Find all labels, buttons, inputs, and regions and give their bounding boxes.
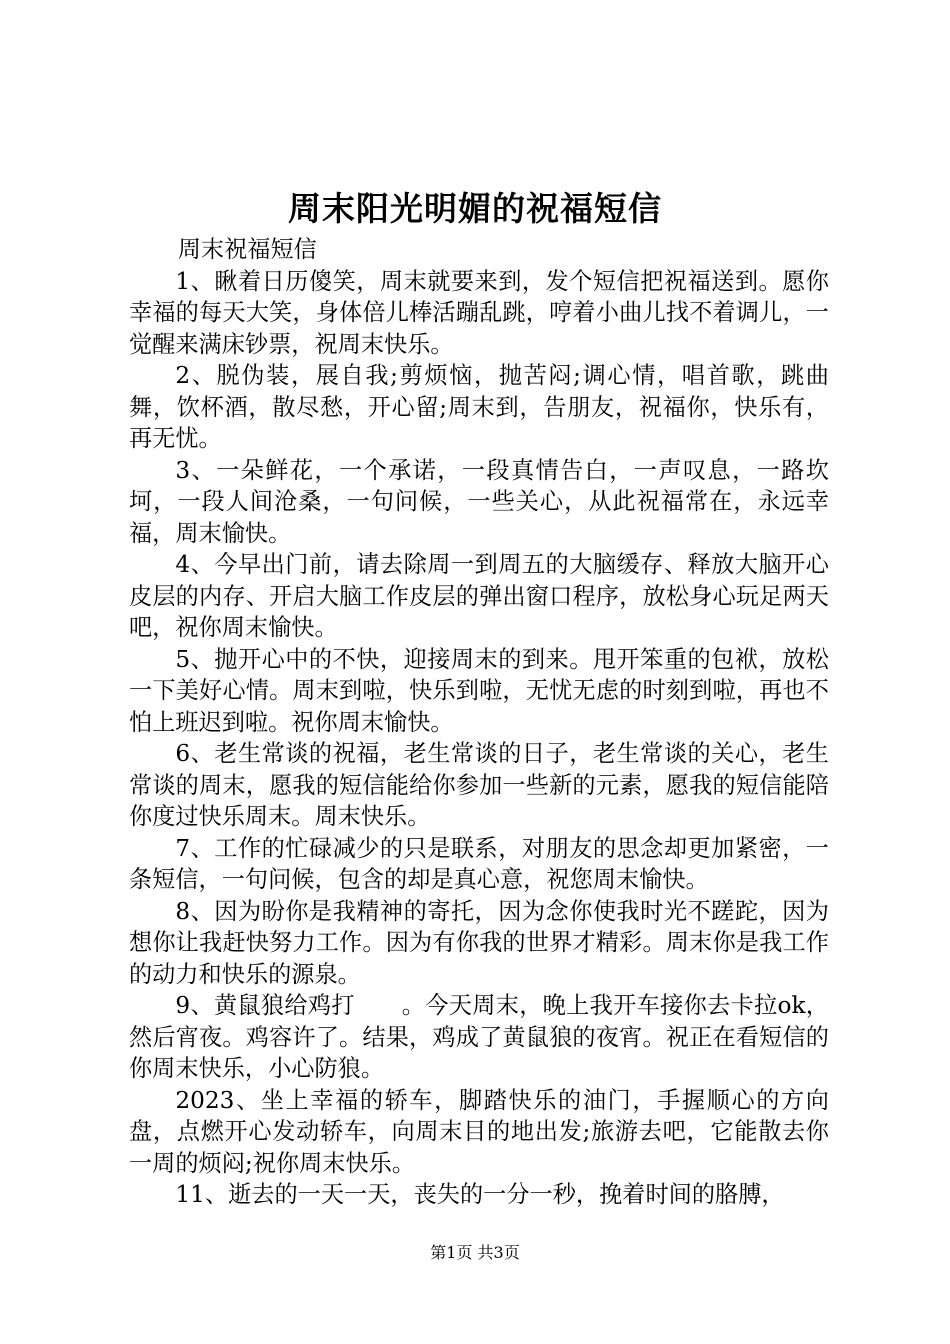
- paragraph-2: 2、脱伪装，展自我;剪烦恼，抛苦闷;调心情，唱首歌，跳曲舞，饮杯酒，散尽愁，开心留;周末到，告朋友，祝福你，快乐有，再无忧。: [129, 362, 829, 452]
- paragraph-8: 8、因为盼你是我精神的寄托，因为念你使我时光不蹉跎，因为想你让我赶快努力工作。因为有你我的世界才精彩。周末你是我工作的动力和快乐的源泉。: [129, 897, 829, 988]
- paragraph-1: 1、瞅着日历傻笑，周末就要来到，发个短信把祝福送到。愿你幸福的每天大笑，身体倍儿棒活蹦乱跳，哼着小曲儿找不着调儿，一觉醒来满床钞票，祝周末快乐。: [129, 267, 829, 358]
- document-title: 周末阳光明媚的祝福短信: [288, 189, 662, 228]
- document-subtitle: 周末祝福短信: [177, 236, 317, 263]
- paragraph-3: 3、一朵鲜花，一个承诺，一段真情告白，一声叹息，一路坎坷，一段人间沧桑，一句问候，一些关心，从此祝福常在，永远幸福，周末愉快。: [129, 456, 829, 547]
- page-footer: 第1页 共3页: [430, 1243, 520, 1262]
- paragraph-5: 5、抛开心中的不快，迎接周末的到来。甩开笨重的包袱，放松一下美好心情。周末到啦，快乐到啦，无忧无虑的时刻到啦，再也不怕上班迟到啦。祝你周末愉快。: [129, 645, 829, 736]
- paragraph-11: 11、逝去的一天一天，丧失的一分一秒，挽着时间的胳膊，: [175, 1181, 785, 1208]
- paragraph-4: 4、今早出门前，请去除周一到周五的大脑缓存、释放大脑开心皮层的内存、开启大脑工作皮层的弹出窗口程序，放松身心玩足两天吧，祝你周末愉快。: [129, 551, 829, 641]
- paragraph-10: 2023、坐上幸福的轿车，脚踏快乐的油门，手握顺心的方向盘，点燃开心发动轿车，向周末目的地出发;旅游去吧，它能散去你一周的烦闷;祝你周末快乐。: [129, 1086, 829, 1177]
- paragraph-7: 7、工作的忙碌减少的只是联系，对朋友的思念却更加紧密，一条短信，一句问候，包含的却是真心意，祝您周末愉快。: [129, 834, 829, 893]
- paragraph-9: 9、黄鼠狼给鸡打 。今天周末，晚上我开车接你去卡拉ok，然后宵夜。鸡容许了。结果，鸡成了黄鼠狼的夜宵。祝正在看短信的你周末快乐，小心防狼。: [129, 992, 829, 1082]
- paragraph-6: 6、老生常谈的祝福，老生常谈的日子，老生常谈的关心，老生常谈的周末，愿我的短信能给你参加一些新的元素，愿我的短信能陪你度过快乐周末。周末快乐。: [129, 740, 829, 830]
- document-body: [129, 234, 829, 1211]
